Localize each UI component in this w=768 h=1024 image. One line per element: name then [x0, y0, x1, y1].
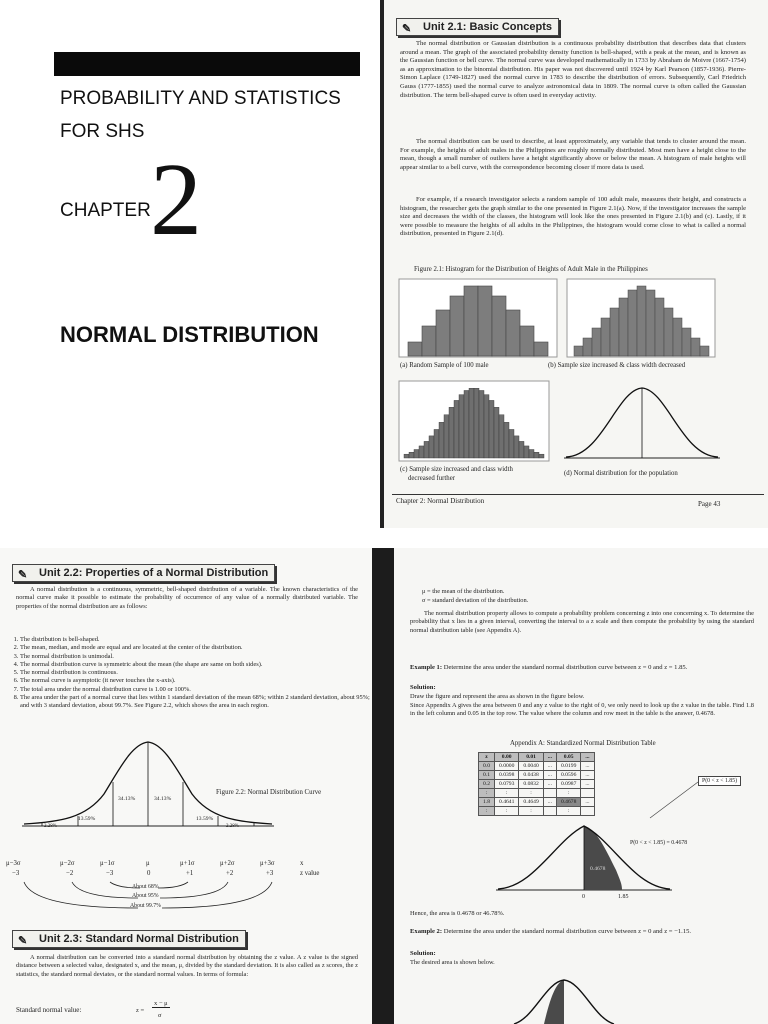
table-cell — [543, 807, 556, 816]
table-cell: ... — [543, 798, 556, 807]
table-row — [479, 789, 595, 798]
histogram-c-bar — [404, 454, 409, 458]
property-item: 3. The normal distribution is unimodal. — [20, 653, 370, 661]
histogram-c-bar — [514, 436, 519, 458]
pct-mid-right: 13.59% — [196, 816, 214, 822]
pencil-icon: ✎ — [18, 935, 28, 947]
histogram-c-bar — [419, 446, 424, 458]
histogram-c-bar — [479, 390, 484, 458]
solution-1-line2: Since Appendix A gives the area between 0 and any z value to the right of 0, we only need to look up the z value in the table. Find 1.8 in the left column and 0.05 in the top row. The value where the column and row meet in the table is the answer, 0.4678. — [410, 702, 754, 718]
caption-a: (a) Random Sample of 100 male — [400, 362, 489, 369]
histogram-a — [398, 278, 558, 360]
table-cell — [581, 807, 594, 816]
histogram-c-bar — [459, 395, 464, 458]
caption-b: (b) Sample size increased & class width decreased — [548, 362, 686, 369]
curve-185-label: 1.85 — [618, 894, 629, 900]
table-cell: : — [495, 789, 519, 798]
histogram-c-bar — [489, 400, 494, 458]
table-cell: 1.8 — [479, 798, 495, 807]
table-cell: 0.0000 — [495, 762, 519, 771]
histogram-c-bar — [414, 450, 419, 458]
z-label: 0 — [147, 870, 151, 877]
formula-denominator: σ — [158, 1012, 162, 1019]
about-99-7: About 99.7% — [130, 903, 161, 909]
table-cell: 0.1 — [479, 771, 495, 780]
chapter-word: CHAPTER — [60, 200, 151, 221]
histogram-c-bar — [449, 407, 454, 458]
unit-2-2-label: Unit 2.2: Properties of a Normal Distribution — [39, 567, 269, 579]
unit-2-2-tab — [12, 564, 275, 582]
page-44 — [0, 548, 372, 1024]
def-sigma: σ = standard deviation of the distribution. — [422, 597, 529, 604]
about-68: About 68% — [132, 884, 159, 890]
normal-curve-d — [562, 380, 722, 464]
table-cell: : — [519, 807, 543, 816]
histogram-c-bar — [494, 407, 499, 458]
curve-zero-label: 0 — [582, 894, 585, 900]
histogram-c-bar — [509, 429, 514, 458]
formula-label: Standard normal value: — [16, 1006, 82, 1014]
example-1 — [410, 664, 754, 673]
z-label: −3 — [12, 870, 20, 877]
mu-label: μ−2σ — [60, 860, 75, 867]
table-header-cell: 0.05 — [556, 753, 580, 762]
page-45 — [394, 548, 768, 1024]
solution-1-label: Solution: — [410, 684, 436, 691]
page45-binding-edge — [372, 548, 394, 1024]
callout-table-box: P(0 < z < 1.85) — [698, 776, 741, 786]
histogram-c-bar — [534, 452, 539, 458]
hence-line: Hence, the area is 0.4678 or 46.78%. — [410, 910, 505, 917]
table-header-cell: ... — [543, 753, 556, 762]
histogram-c-bar — [524, 446, 529, 458]
table-cell — [581, 789, 594, 798]
unit-2-3-tab — [12, 930, 246, 948]
histogram-c-bar — [469, 388, 474, 458]
chapter-number: 2 — [150, 142, 202, 257]
histogram-c-bar — [454, 400, 459, 458]
table-cell: : — [495, 807, 519, 816]
histogram-c-bar — [434, 429, 439, 458]
table-cell: ... — [581, 762, 594, 771]
histogram-b — [566, 278, 716, 360]
table-cell — [543, 789, 556, 798]
p43-paragraph-2: The normal distribution can be used to describe, at least approximately, any variable that tends to cluster around the mean. For example, the heights of adult males in the Philippines are roughly normally distributed. Most men have a height close to the mean, though a small number of outliers have a height significantly above or below the mean. A histogram of male heights will appear similar to a bell curve, with the correspondence becoming closer if more data is used. — [400, 138, 746, 171]
z-label: +3 — [266, 870, 274, 877]
pct-center-left: 34.13% — [118, 796, 136, 802]
p45-paragraph-1: The normal distribution property allows to compute a probability problem concerning z into one concerning x. To determine the probability that x lies in a given interval, converting the interval to a z scale and then compute the probability by using the standard normal distribution table (see Appendix A). — [410, 610, 754, 634]
mu-label: μ+2σ — [220, 860, 235, 867]
pencil-icon: ✎ — [402, 23, 412, 35]
appendix-a-title: Appendix A: Standardized Normal Distribution Table — [510, 740, 656, 747]
table-cell: ... — [581, 780, 594, 789]
mu-label: μ+3σ — [260, 860, 275, 867]
example-2-label: Example 2: — [410, 928, 443, 935]
table-cell: : — [479, 807, 495, 816]
example-2-text: Determine the area under the standard normal distribution curve between z = 0 and z = −1.15. — [443, 928, 692, 935]
unit-2-3-text: A normal distribution can be converted into a standard normal distribution by obtaining the z value. A z value is the signed distance between a selected value, designated x, and the mean, μ, divided by the standard deviation. It is also called as z scores, the z statistics, the standard normal deviates, or the standard normal values. In terms of formula: — [16, 954, 358, 978]
figure-2-2-curve — [20, 738, 276, 832]
histogram-c-bar — [439, 422, 444, 458]
example-1-curve — [494, 820, 674, 898]
cover-black-bar — [54, 52, 360, 76]
example-1-text: Determine the area under the standard normal distribution curve between z = 0 and z = 1.85. — [443, 664, 688, 671]
callout-curve: P(0 < z < 1.85) = 0.4678 — [630, 840, 688, 846]
table-cell: 0.0398 — [495, 771, 519, 780]
unit-2-1-label: Unit 2.1: Basic Concepts — [423, 21, 552, 33]
table-row — [479, 780, 595, 789]
pct-center-right: 34.13% — [154, 796, 172, 802]
mu-label: μ — [146, 860, 150, 867]
table-cell: : — [556, 807, 580, 816]
table-cell: 0.0 — [479, 762, 495, 771]
histogram-c-bar — [539, 454, 544, 458]
cover-title-line1: PROBABILITY AND STATISTICS — [60, 88, 341, 109]
caption-c-line1: (c) Sample size increased and class width — [400, 466, 513, 473]
property-item: 7. The total area under the normal distribution curve is 1.00 or 100%. — [20, 686, 370, 694]
table-row — [479, 762, 595, 771]
table-header-cell: 0.01 — [519, 753, 543, 762]
pct-tail-left: 2.28% — [44, 824, 57, 829]
mu-label: μ+1σ — [180, 860, 195, 867]
table-cell: : — [519, 789, 543, 798]
histogram-c-bar — [409, 452, 414, 458]
histogram-c-bar — [529, 450, 534, 458]
example-1-label: Example 1: — [410, 664, 443, 671]
mu-label: μ−3σ — [6, 860, 21, 867]
figure-2-1-title: Figure 2.1: Histogram for the Distribution of Heights of Adult Male in the Philippines — [414, 266, 648, 273]
table-cell: 0.0199 — [556, 762, 580, 771]
table-header-cell: 0.00 — [495, 753, 519, 762]
properties-list — [2, 636, 370, 711]
p43-paragraph-1: The normal distribution or Gaussian distribution is a continuous probability distribution that describes data that clusters around a mean. The graph of the associated probability density function is bell-shaped, with a peak at the mean, and is known as the Gaussian function or bell curve. The normal curve was developed mathematically in 1733 by Abraham de Moivre (1667-1754) as an approximation to the binomial distribution. His paper was not discovered until 1924 by Karl Pearson (1857-1936). Pierre-Simon Laplace (1749-1827) used the normal curve in 1783 to describe the distribution of errors. Subsequently, Carl Friedrich Gauss (1777-1855) used the normal curve to analyze astronomical data in 1809. The normal curve is often called the Gaussian distribution. The term bell-shaped curve is often used in everyday activity. — [400, 40, 746, 99]
formula-numerator: x − μ — [154, 1000, 168, 1007]
table-cell: 0.0596 — [556, 771, 580, 780]
table-row — [479, 771, 595, 780]
table-header-cell: ... — [581, 753, 594, 762]
table-cell: ... — [543, 771, 556, 780]
pencil-icon: ✎ — [18, 569, 28, 581]
property-item: 2. The mean, median, and mode are equal and are located at the center of the distribution. — [20, 644, 370, 652]
table-cell: ... — [543, 780, 556, 789]
p44-intro: A normal distribution is a continuous, symmetric, bell-shaped distribution of a variable. The known characteristics of the normal curve make it possible to estimate the probability of occurrence of any value of a normally distributed variable. The properties of the normal distribution are as follows: — [16, 586, 358, 610]
pct-mid-left: 13.59% — [78, 816, 96, 822]
solution-1-line1: Draw the figure and represent the area as shown in the figure below. — [410, 693, 585, 700]
unit-2-3-label: Unit 2.3: Standard Normal Distribution — [39, 933, 239, 945]
table-row — [479, 798, 595, 807]
table-cell: ... — [581, 771, 594, 780]
unit-2-1-tab — [396, 18, 559, 36]
property-item: 8. The area under the part of a normal curve that lies within 1 standard deviation of the mean 68%; within 2 standard deviation, about 95%; and with 3 standard deviation, about 99.7%. See Figure 2.2, which shows the area in each region. — [20, 694, 370, 711]
caption-c-line2: decreased further — [408, 475, 455, 482]
cover-title-line2: FOR SHS — [60, 121, 145, 142]
table-cell: 0.0987 — [556, 780, 580, 789]
figure-2-2-title: Figure 2.2: Normal Distribution Curve — [216, 789, 322, 796]
z-label: +2 — [226, 870, 234, 877]
mu-label: μ−1σ — [100, 860, 115, 867]
table-header-row — [479, 753, 595, 762]
table-cell: ... — [581, 798, 594, 807]
table-cell: 0.0040 — [519, 762, 543, 771]
table-row — [479, 807, 595, 816]
table-cell: 0.0438 — [519, 771, 543, 780]
table-cell: 0.4649 — [519, 798, 543, 807]
footer-rule — [392, 494, 764, 495]
formula-lhs: z = — [136, 1007, 145, 1014]
histogram-c-bar — [474, 388, 479, 458]
solution-2-label: Solution: — [410, 950, 436, 957]
histogram-c-bar — [499, 415, 504, 458]
histogram-c-bar — [424, 441, 429, 458]
histogram-c-bar — [484, 395, 489, 458]
cover-heading: NORMAL DISTRIBUTION — [60, 322, 319, 347]
property-item: 4. The normal distribution curve is symmetric about the mean (the shape are same on both sides). — [20, 661, 370, 669]
histogram-c-bar — [519, 441, 524, 458]
callout-connector — [648, 780, 700, 820]
cover-title — [60, 82, 380, 148]
histogram-c-bar — [444, 415, 449, 458]
table-cell: ... — [543, 762, 556, 771]
histogram-c — [398, 380, 550, 464]
def-mu: μ = the mean of the distribution. — [422, 588, 505, 595]
example-2 — [410, 928, 754, 937]
footer-page-number: Page 43 — [698, 500, 721, 508]
table-header-cell: z — [479, 753, 495, 762]
page-43 — [384, 0, 768, 528]
x-label: x — [300, 860, 304, 867]
about-95: About 95% — [132, 893, 159, 899]
z-value-label: z value — [300, 870, 320, 877]
property-item: 1. The distribution is bell-shaped. — [20, 636, 370, 644]
table-cell: : — [479, 789, 495, 798]
footer-chapter: Chapter 2: Normal Distribution — [396, 497, 485, 505]
z-label: −2 — [66, 870, 74, 877]
z-label: −3 — [106, 870, 114, 877]
table-cell: 0.0793 — [495, 780, 519, 789]
table-cell: 0.4641 — [495, 798, 519, 807]
table-cell: 0.0832 — [519, 780, 543, 789]
histogram-c-bar — [429, 436, 434, 458]
histogram-c-bar — [464, 390, 469, 458]
caption-d: (d) Normal distribution for the population — [564, 470, 678, 477]
solution-2-text: The desired area is shown below. — [410, 959, 495, 966]
histogram-c-bar — [504, 422, 509, 458]
example-2-curve — [504, 978, 624, 1024]
table-cell-highlighted: 0.4678 — [556, 798, 580, 807]
table-cell: 0.2 — [479, 780, 495, 789]
shaded-area-label: 0.4678 — [590, 866, 606, 872]
pct-tail-right: 2.28% — [226, 824, 239, 829]
p43-paragraph-3: For example, if a research investigator selects a random sample of 100 adult male, measures their height, and constructs a histogram, the researcher gets the graph similar to the one presented in Figure 2.1(a). Now, if the investigator increases the sample size and decreases the width of the classes, the histogram will look like the ones presented in Figure 2.1(b) and (c). Lastly, if it were possible to measure the heights of all adults in the Philippines, the histogram would come close to what is called a normal distribution, presented in Figure 2.1(d). — [400, 196, 746, 238]
property-item: 5. The normal distribution is continuous. — [20, 669, 370, 677]
property-item: 6. The normal curve is asymptotic (it never touches the x-axis). — [20, 677, 370, 685]
table-cell: : — [556, 789, 580, 798]
z-label: +1 — [186, 870, 194, 877]
z-table — [478, 752, 595, 816]
